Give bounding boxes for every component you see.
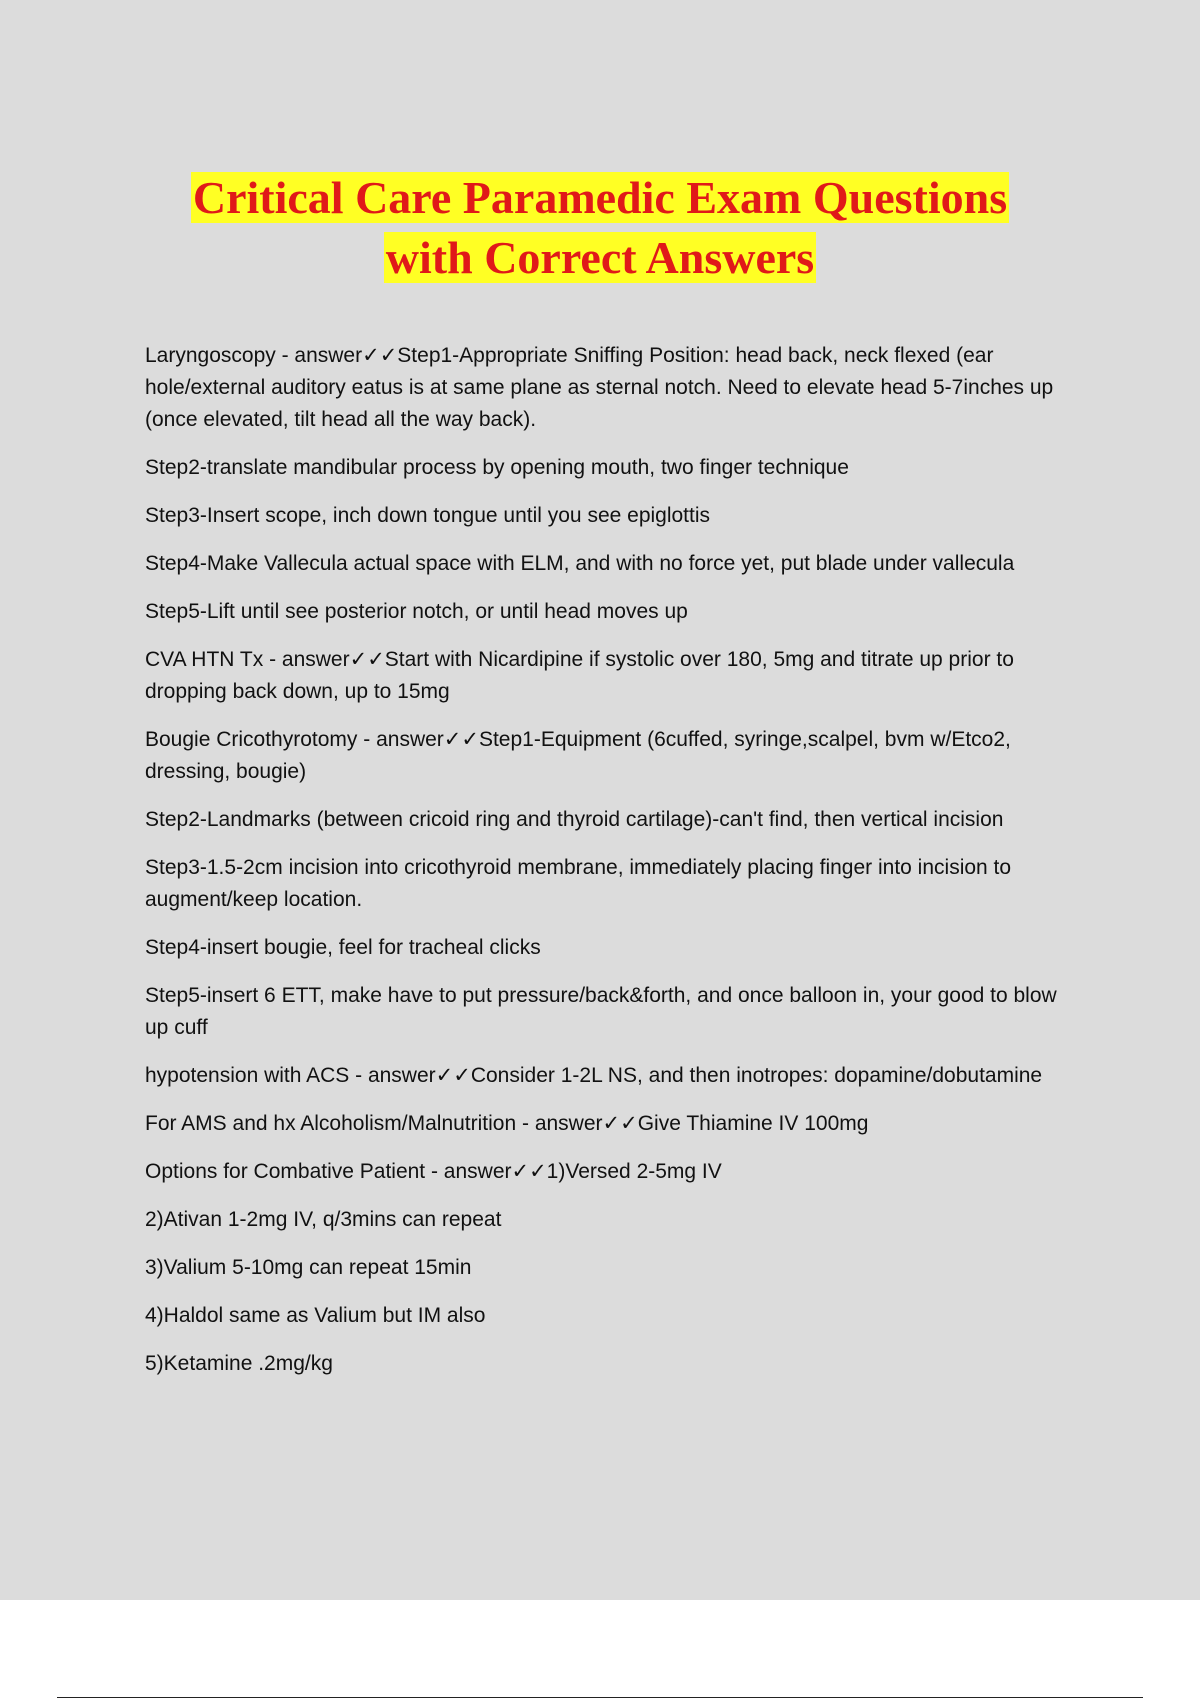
paragraph: Step2-Landmarks (between cricoid ring and thyroid cartilage)-can't find, then vertical incision — [145, 808, 1004, 831]
paragraph: Step4-insert bougie, feel for tracheal clicks — [145, 936, 541, 959]
paragraph: For AMS and hx Alcoholism/Malnutrition - answer✓✓Give Thiamine IV 100mg — [145, 1112, 869, 1135]
paragraph: Step2-translate mandibular process by opening mouth, two finger technique — [145, 456, 849, 479]
title-line-1: Critical Care Paramedic Exam Questions — [192, 172, 1008, 223]
paragraph: Bougie Cricothyrotomy - answer✓✓Step1-Equipment (6cuffed, syringe,scalpel, bvm w/Etco2, dressing, bougie) — [145, 728, 1011, 783]
paragraph: Options for Combative Patient - answer✓✓1)Versed 2-5mg IV — [145, 1160, 722, 1183]
paragraph: hypotension with ACS - answer✓✓Consider 1-2L NS, and then inotropes: dopamine/dobutamine — [145, 1064, 1043, 1087]
paragraph: Step4-Make Vallecula actual space with ELM, and with no force yet, put blade under vallecula — [145, 552, 1015, 575]
paragraph: 2)Ativan 1-2mg IV, q/3mins can repeat — [145, 1208, 502, 1231]
paragraph: Step5-Lift until see posterior notch, or until head moves up — [145, 600, 688, 623]
paragraph: 5)Ketamine .2mg/kg — [145, 1352, 333, 1375]
paragraph: 3)Valium 5-10mg can repeat 15min — [145, 1256, 472, 1279]
paragraph: CVA HTN Tx - answer✓✓Start with Nicardipine if systolic over 180, 5mg and titrate up prior to dropping back down, up to 15mg — [145, 648, 1014, 703]
title-line-2: with Correct Answers — [385, 232, 815, 283]
paragraph: 4)Haldol same as Valium but IM also — [145, 1304, 486, 1327]
paragraph: Laryngoscopy - answer✓✓Step1-Appropriate Sniffing Position: head back, neck flexed (ear hole/external auditory eatus is at same plane as sternal notch. Need to elevate head 5-7inches up (once elevated, tilt head all the way back). — [145, 344, 1054, 431]
paragraph: Step3-1.5-2cm incision into cricothyroid membrane, immediately placing finger into incision to augment/keep location. — [145, 856, 1012, 911]
document-title — [0, 168, 1200, 288]
paragraph: Step3-Insert scope, inch down tongue until you see epiglottis — [145, 504, 711, 527]
footer-divider — [57, 1697, 1143, 1698]
document-body — [145, 340, 1085, 1396]
paragraph: Step5-insert 6 ETT, make have to put pressure/back&forth, and once balloon in, your good to blow up cuff — [145, 984, 1057, 1039]
